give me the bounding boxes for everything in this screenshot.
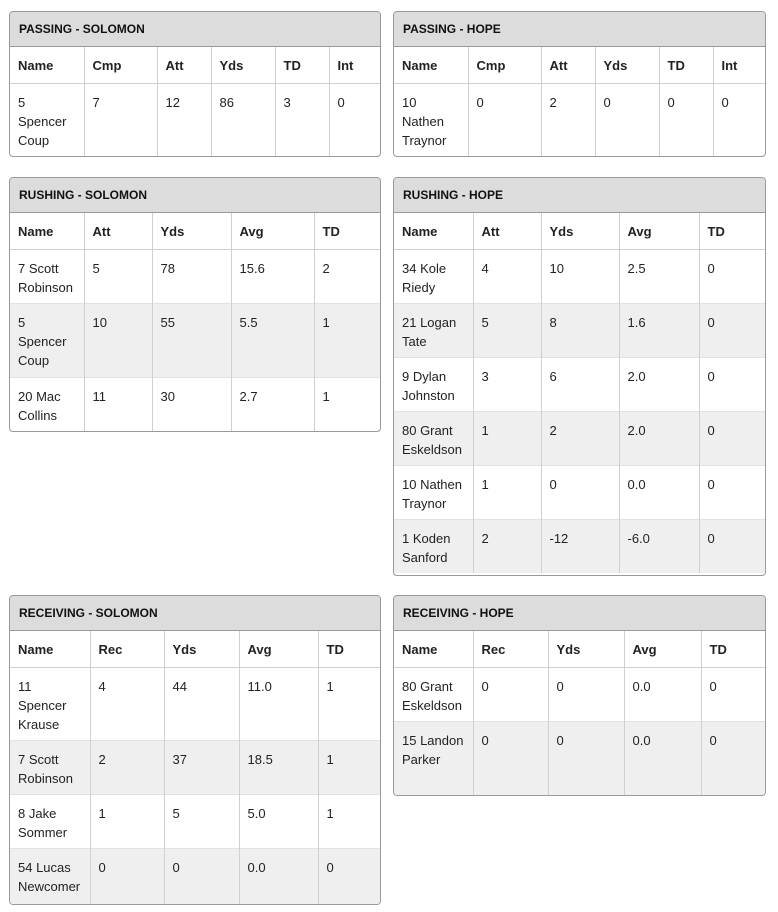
column-header: Avg [619, 213, 699, 249]
stat-cell: 5.5 [231, 303, 314, 377]
stat-cell: 0 [468, 83, 541, 157]
stat-cell: 0 [337, 94, 345, 110]
column-header: Yds [164, 631, 239, 667]
column-header: Int [713, 47, 765, 83]
player-name: 7 Scott Robinson [10, 740, 90, 794]
stat-cell: 10 [84, 303, 152, 377]
table-row [394, 83, 765, 157]
stat-cell: 3 [473, 357, 541, 411]
column-header: Cmp [468, 47, 541, 83]
player-name: 7 Scott Robinson [10, 249, 84, 303]
stat-cell: 0 [699, 411, 765, 465]
stat-cell: 1 [473, 465, 541, 519]
passing-solomon-table [9, 11, 381, 157]
stat-cell: 10 [541, 249, 619, 303]
player-name: 11 Spencer Krause [10, 667, 90, 740]
column-header: TD [314, 213, 380, 249]
column-header: Avg [624, 631, 701, 667]
table-row [394, 519, 765, 573]
stat-cell: 1 [90, 794, 164, 848]
player-name: 8 Jake Sommer [10, 794, 90, 848]
stat-cell: 86 [211, 83, 275, 157]
column-header: TD [318, 631, 380, 667]
table-row [10, 249, 380, 303]
column-header: Att [157, 47, 211, 83]
column-header: TD [701, 631, 765, 667]
player-name: 34 Kole Riedy [394, 249, 473, 303]
stat-cell: 1 [318, 740, 380, 794]
table-row [10, 740, 380, 794]
stat-cell: 7 [84, 83, 157, 157]
column-header: Int [329, 47, 380, 83]
stat-cell: 0.0 [624, 721, 701, 795]
column-header: Name [10, 47, 84, 83]
table-title: RECEIVING - SOLOMON [10, 596, 380, 631]
stat-cell: 0.0 [619, 465, 699, 519]
stat-cell: 2 [541, 411, 619, 465]
stat-cell: 4 [473, 249, 541, 303]
player-name: 54 Lucas Newcomer [10, 848, 90, 904]
stat-cell: 55 [152, 303, 231, 377]
column-header: Avg [231, 213, 314, 249]
stat-cell: 5 [473, 303, 541, 357]
table-title: PASSING - SOLOMON [10, 12, 380, 47]
column-header: Name [10, 213, 84, 249]
stat-cell: 6 [541, 357, 619, 411]
stats-table [10, 47, 380, 157]
receiving-solomon-table [9, 595, 381, 905]
table-row [10, 377, 380, 431]
table-row [10, 83, 380, 157]
player-name: 5 Spencer Coup [10, 303, 84, 377]
stat-cell: 5 [164, 794, 239, 848]
stat-cell: 4 [90, 667, 164, 740]
column-header: Name [394, 631, 473, 667]
column-header: Att [473, 213, 541, 249]
column-header: Att [84, 213, 152, 249]
player-name: 21 Logan Tate [394, 303, 473, 357]
stats-table [394, 631, 765, 795]
table-row [394, 465, 765, 519]
stat-cell: 2 [473, 519, 541, 573]
player-name: 9 Dylan Johnston [394, 357, 473, 411]
stat-cell: 30 [152, 377, 231, 431]
table-row [394, 411, 765, 465]
column-header: Name [394, 47, 468, 83]
stat-cell: 11 [84, 377, 152, 431]
stat-cell: 0 [699, 357, 765, 411]
column-header: Yds [152, 213, 231, 249]
table-row [394, 303, 765, 357]
column-header: TD [275, 47, 329, 83]
stat-cell: 18.5 [239, 740, 318, 794]
stat-cell: 0 [90, 848, 164, 904]
stat-cell: 0 [164, 848, 239, 904]
table-title: RUSHING - SOLOMON [10, 178, 380, 213]
table-row [10, 794, 380, 848]
stat-cell: 3 [275, 83, 329, 157]
stat-cell: 2.0 [619, 357, 699, 411]
stat-cell: 15.6 [231, 249, 314, 303]
column-header: Rec [473, 631, 548, 667]
stat-cell: 2 [90, 740, 164, 794]
stat-cell: 0.0 [624, 667, 701, 721]
stat-cell: 0 [548, 667, 624, 721]
table-row [394, 357, 765, 411]
stat-cell: 2 [322, 260, 330, 276]
table-row [10, 303, 380, 377]
stat-cell: 1 [318, 794, 380, 848]
stat-cell: 1 [314, 303, 380, 377]
stat-cell: 0 [595, 83, 659, 157]
table-row [10, 667, 380, 740]
stat-cell: 2.0 [619, 411, 699, 465]
stat-cell: 8 [541, 303, 619, 357]
table-title: PASSING - HOPE [394, 12, 765, 47]
stat-cell: 0 [699, 303, 765, 357]
stat-cell: 0 [548, 721, 624, 795]
stat-cell: 0 [541, 465, 619, 519]
table-row [394, 249, 765, 303]
stat-cell: 0 [318, 848, 380, 904]
rushing-solomon-table [9, 177, 381, 432]
stat-cell: 2 [541, 83, 595, 157]
column-header: Yds [541, 213, 619, 249]
player-name: 1 Koden Sanford [394, 519, 473, 573]
stat-cell: 0 [699, 465, 765, 519]
table-row [394, 721, 765, 795]
stat-cell: 1 [314, 377, 380, 431]
column-header: Name [394, 213, 473, 249]
stat-cell: -6.0 [619, 519, 699, 573]
stat-cell: 1 [326, 678, 334, 694]
player-name: 10 Nathen Traynor [394, 465, 473, 519]
player-name: 20 Mac Collins [10, 377, 84, 431]
stat-cell: 0 [473, 667, 548, 721]
player-name: 10 Nathen Traynor [394, 83, 468, 157]
stat-cell: 0.0 [239, 848, 318, 904]
player-name: 15 Landon Parker [394, 721, 473, 795]
column-header: Name [10, 631, 90, 667]
stat-cell: 5 [84, 249, 152, 303]
stat-cell: -12 [541, 519, 619, 573]
stat-cell: 44 [164, 667, 239, 740]
column-header: Rec [90, 631, 164, 667]
stat-cell: 0 [707, 260, 715, 276]
table-row [394, 667, 765, 721]
stats-table [10, 631, 380, 904]
stat-cell: 1 [473, 411, 541, 465]
stat-cell: 5.0 [239, 794, 318, 848]
column-header: Yds [595, 47, 659, 83]
passing-hope-table [393, 11, 766, 157]
stat-cell: 2.7 [231, 377, 314, 431]
column-header: TD [659, 47, 713, 83]
rushing-hope-table [393, 177, 766, 576]
column-header: Cmp [84, 47, 157, 83]
stat-cell: 0 [659, 83, 713, 157]
player-name: 80 Grant Eskeldson [394, 411, 473, 465]
stat-cell: 12 [157, 83, 211, 157]
stat-cell: 11.0 [239, 667, 318, 740]
table-row [10, 848, 380, 904]
stat-cell: 0 [473, 721, 548, 795]
column-header: Att [541, 47, 595, 83]
column-header: Yds [548, 631, 624, 667]
stats-table [394, 47, 765, 157]
stat-cell: 0 [709, 678, 717, 694]
stat-cell: 37 [164, 740, 239, 794]
column-header: Yds [211, 47, 275, 83]
player-name: 80 Grant Eskeldson [394, 667, 473, 721]
stats-table [10, 213, 380, 431]
stat-cell: 0 [699, 519, 765, 573]
column-header: TD [699, 213, 765, 249]
column-header: Avg [239, 631, 318, 667]
stats-table [394, 213, 765, 573]
stat-cell: 1.6 [619, 303, 699, 357]
stat-cell: 78 [152, 249, 231, 303]
player-name: 5 Spencer Coup [10, 83, 84, 157]
receiving-hope-table [393, 595, 766, 796]
stat-cell: 0 [701, 721, 765, 795]
stat-cell: 0 [721, 94, 729, 110]
stat-cell: 2.5 [619, 249, 699, 303]
table-title: RECEIVING - HOPE [394, 596, 765, 631]
table-title: RUSHING - HOPE [394, 178, 765, 213]
